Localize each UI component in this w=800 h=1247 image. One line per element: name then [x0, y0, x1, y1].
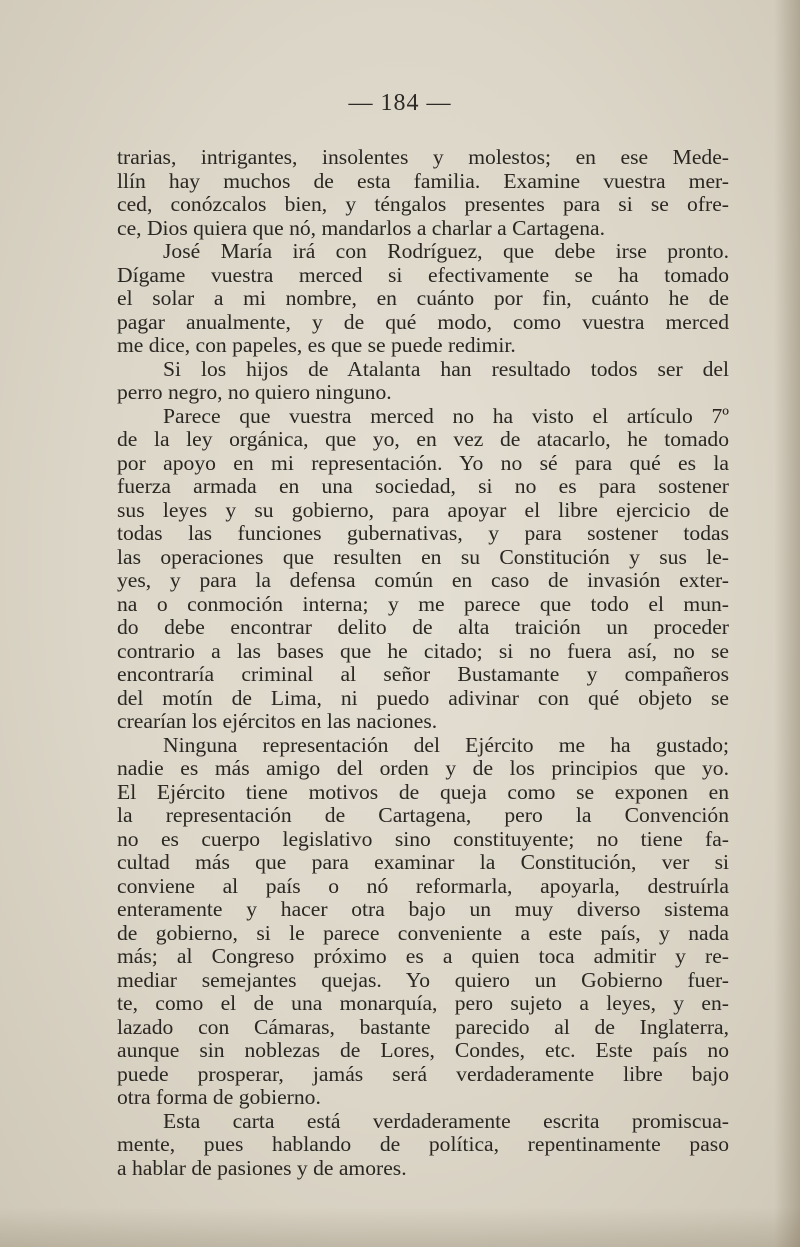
text-line: ce, Dios quiera que nó, mandarlos a charlar a Cartagena. [117, 215, 606, 240]
text-line: aunque sin noblezas de Lores, Condes, etc. Este país no [117, 1038, 729, 1062]
text-line: Ninguna representación del Ejército me ha gustado; [163, 732, 729, 757]
paragraph [117, 405, 729, 734]
text-line: perro negro, no quiero ninguno. [117, 380, 392, 404]
text-line: Si los hijos de Atalanta han resultado todos ser del [163, 356, 729, 381]
text-line: fuerza armada en una sociedad, si no es para sostener [117, 474, 729, 498]
text-line: puede prosperar, jamás será verdaderamente libre bajo [117, 1061, 729, 1086]
text-line: nadie es más amigo del orden y de los principios que yo. [117, 756, 729, 780]
paragraph [117, 146, 729, 240]
text-line: de gobierno, si le parece conveniente a este país, y nada [117, 920, 729, 945]
paragraph [117, 358, 729, 405]
text-line: ced, conózcalos bien, y téngalos presentes para si se ofre- [117, 192, 729, 216]
text-line: enteramente y hacer otra bajo un muy diverso sistema [117, 897, 729, 921]
text-line: conviene al país o nó reformarla, apoyarla, destruírla [117, 873, 729, 898]
text-line: lazado con Cámaras, bastante parecido al de Inglaterra, [117, 1014, 729, 1039]
text-line: no es cuerpo legislativo sino constituyente; no tiene fa- [117, 826, 729, 851]
text-line: Dígame vuestra merced si efectivamente se ha tomado [117, 262, 729, 287]
text-line: la representación de Cartagena, pero la Convención [117, 803, 729, 827]
text-line: llín hay muchos de esta familia. Examine vuestra mer- [117, 168, 729, 193]
text-line: do debe encontrar delito de alta traición un proceder [117, 615, 729, 639]
text-line: Parece que vuestra merced no ha visto el artículo 7º [163, 403, 729, 428]
paragraph [117, 1110, 729, 1181]
text-line: me dice, con papeles, es que se puede redimir. [117, 333, 516, 357]
paragraph [117, 240, 729, 358]
page-number: — 184 — [348, 90, 452, 116]
text-line: de la ley orgánica, que yo, en vez de atacarlo, he tomado [117, 427, 729, 451]
page-edge-shadow [774, 0, 800, 1247]
text-line: cultad más que para examinar la Constitución, ver si [117, 850, 729, 874]
text-line: a hablar de pasiones y de amores. [117, 1155, 407, 1180]
text-line: pagar anualmente, y de qué modo, como vuestra merced [117, 309, 729, 334]
text-line: las operaciones que resulten en su Constitución y sus le- [117, 544, 729, 569]
text-line: todas las funciones gubernativas, y para sostener todas [117, 521, 729, 545]
text-line: por apoyo en mi representación. Yo no sé para qué es la [117, 450, 729, 475]
text-line: más; al Congreso próximo es a quien toca admitir y re- [117, 944, 729, 968]
text-line: El Ejército tiene motivos de queja como se exponen en [117, 779, 729, 804]
text-line: el solar a mi nombre, en cuánto por fin, cuánto he de [117, 286, 729, 310]
text-line: otra forma de gobierno. [117, 1085, 321, 1109]
text-line: mediar semejantes quejas. Yo quiero un Gobierno fuer- [117, 967, 729, 992]
text-line: Esta carta está verdaderamente escrita promiscua- [163, 1108, 729, 1133]
text-line: sus leyes y su gobierno, para apoyar el libre ejercicio de [117, 497, 729, 522]
text-line: José María irá con Rodríguez, que debe irse pronto. [163, 239, 729, 263]
text-line: na o conmoción interna; y me parece que todo el mun- [117, 591, 729, 616]
text-line: crearían los ejércitos en las naciones. [117, 709, 438, 733]
text-line: del motín de Lima, ni puedo adivinar con qué objeto se [117, 685, 729, 710]
page-bottom-shadow [0, 1207, 800, 1247]
text-line: mente, pues hablando de política, repentinamente paso [117, 1132, 729, 1156]
text-line: yes, y para la defensa común en caso de invasión exter- [117, 568, 729, 592]
body-text [117, 146, 729, 1180]
text-line: te, como el de una monarquía, pero sujeto a leyes, y en- [117, 991, 729, 1015]
paragraph [117, 734, 729, 1110]
text-line: trarias, intrigantes, insolentes y molestos; en ese Mede- [117, 145, 729, 169]
text-line: encontraría criminal al señor Bustamante y compañeros [117, 662, 729, 686]
text-line: contrario a las bases que he citado; si no fuera así, no se [117, 638, 729, 663]
